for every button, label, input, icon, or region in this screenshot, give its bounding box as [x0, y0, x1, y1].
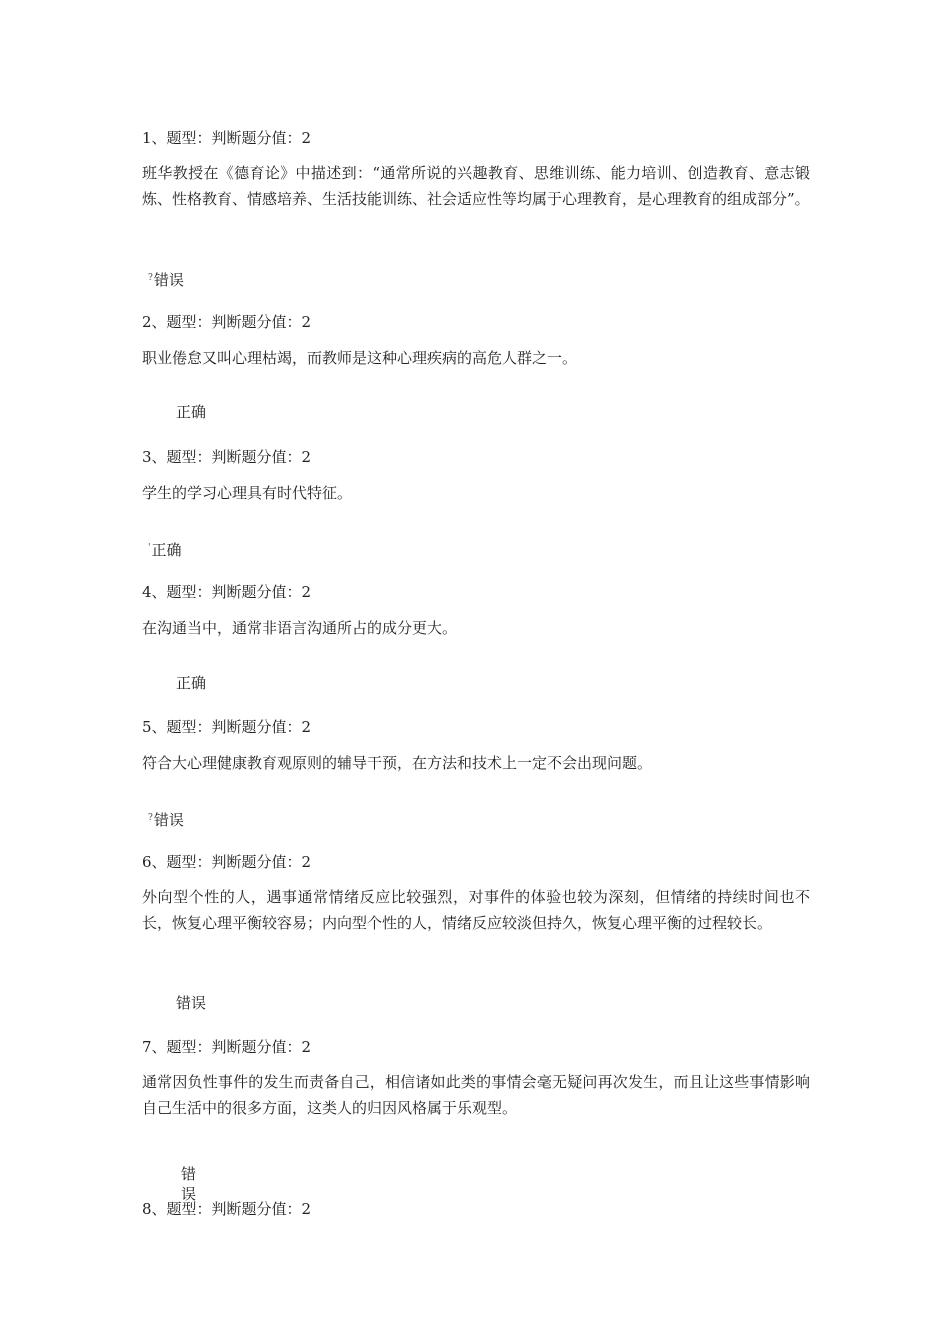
question-7-answer: 错误 [181, 1165, 197, 1203]
question-8-header: 8、题型：判断题分值：2 [142, 1200, 312, 1218]
question-3-answer [148, 538, 182, 560]
question-1-marker: ? [148, 273, 153, 283]
question-3-marker: ' [148, 543, 151, 553]
question-4-answer: 正确 [176, 674, 207, 692]
question-5-stem: 符合大心理健康教育观原则的辅导干预，在方法和技术上一定不会出现问题。 [142, 754, 653, 772]
question-6-answer: 错误 [176, 994, 207, 1012]
question-7-stem: 通常因负性事件的发生而责备自己，相信诸如此类的事情会毫无疑问再次发生，而且让这些事情影响自己生活中的很多方面，这类人的归因风格属于乐观型。 [142, 1073, 810, 1117]
question-4-header: 4、题型：判断题分值：2 [142, 583, 312, 601]
question-4-stem: 在沟通当中，通常非语言沟通所占的成分更大。 [142, 619, 458, 637]
question-6-stem: 外向型个性的人，遇事通常情绪反应比较强烈，对事件的体验也较为深刻，但情绪的持续时间也不长，恢复心理平衡较容易；内向型个性的人，情绪反应较淡但持久，恢复心理平衡的过程较长。 [142, 888, 810, 932]
question-2-header: 2、题型：判断题分值：2 [142, 313, 312, 331]
question-5-answer-text: 错误 [153, 811, 184, 829]
question-3-header: 3、题型：判断题分值：2 [142, 448, 312, 466]
question-5-header: 5、题型：判断题分值：2 [142, 718, 312, 736]
question-1-stem: 班华教授在《德育论》中描述到：“通常所说的兴趣教育、思维训练、能力培训、创造教育、意志锻炼、性格教育、情感培养、生活技能训练、社会适应性等均属于心理教育，是心理教育的组成部分”。 [142, 164, 810, 208]
question-1-header: 1、题型：判断题分值：2 [142, 129, 312, 147]
question-6-header: 6、题型：判断题分值：2 [142, 853, 312, 871]
question-7-header: 7、题型：判断题分值：2 [142, 1038, 312, 1056]
question-2-answer: 正确 [176, 403, 207, 421]
question-1-answer [148, 268, 184, 290]
question-5-marker: ? [148, 813, 153, 823]
question-3-stem: 学生的学习心理具有时代特征。 [142, 484, 353, 502]
question-1-answer-text: 错误 [153, 271, 184, 289]
question-3-answer-text: 正确 [151, 541, 182, 559]
question-5-answer [148, 808, 184, 830]
question-2-stem: 职业倦怠又叫心理枯竭，而教师是这种心理疾病的高危人群之一。 [142, 349, 578, 367]
